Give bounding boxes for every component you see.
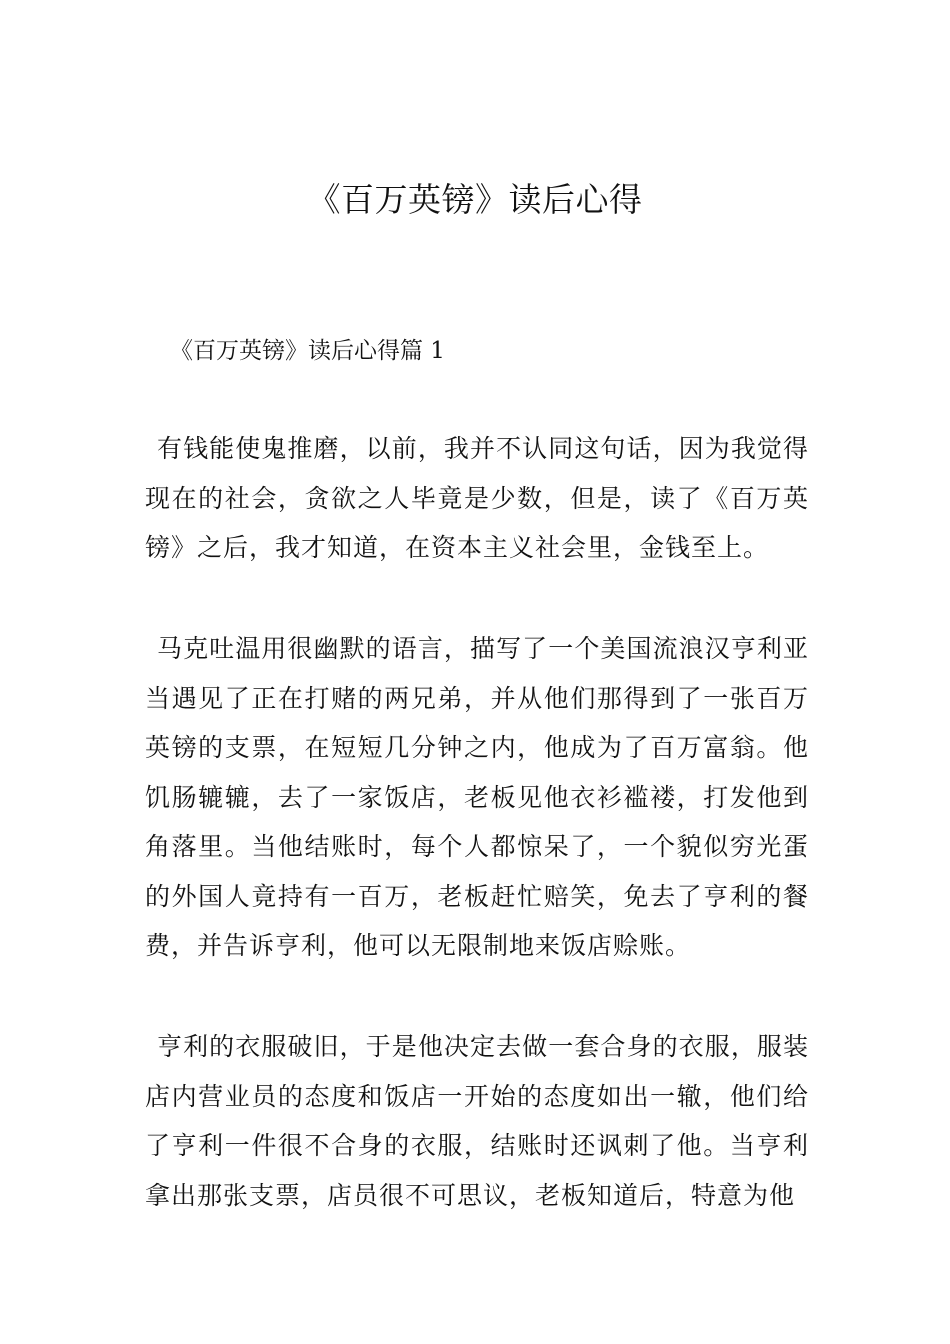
paragraph-2: 马克吐温用很幽默的语言，描写了一个美国流浪汉亨利亚当遇见了正在打赌的两兄弟，并从他们那得到了一张百万英镑的支票，在短短几分钟之内，他成为了百万富翁。他饥肠辘辘，去了一家饭店，老板见他衣衫褴褛，打发他到角落里。当他结账时，每个人都惊呆了，一个貌似穷光蛋的外国人竟持有一百万，老板赶忙赔笑，免去了亨利的餐费，并告诉亨利，他可以无限制地来饭店赊账。 xyxy=(145,634,809,960)
document-title: 《百万英镑》读后心得 xyxy=(307,180,643,219)
paragraph-3: 亨利的衣服破旧，于是他决定去做一套合身的衣服，服装店内营业员的态度和饭店一开始的态度如出一辙，他们给了亨利一件很不合身的衣服，结账时还讽刺了他。当亨利拿出那张支票，店员很不可思议，老板知道后，特意为他 xyxy=(145,1032,809,1210)
section-heading: 《百万英镑》读后心得篇 1 xyxy=(170,338,445,364)
paragraph-1: 有钱能使鬼推磨，以前，我并不认同这句话，因为我觉得现在的社会，贪欲之人毕竟是少数，但是，读了《百万英镑》之后，我才知道，在资本主义社会里，金钱至上。 xyxy=(145,434,809,562)
